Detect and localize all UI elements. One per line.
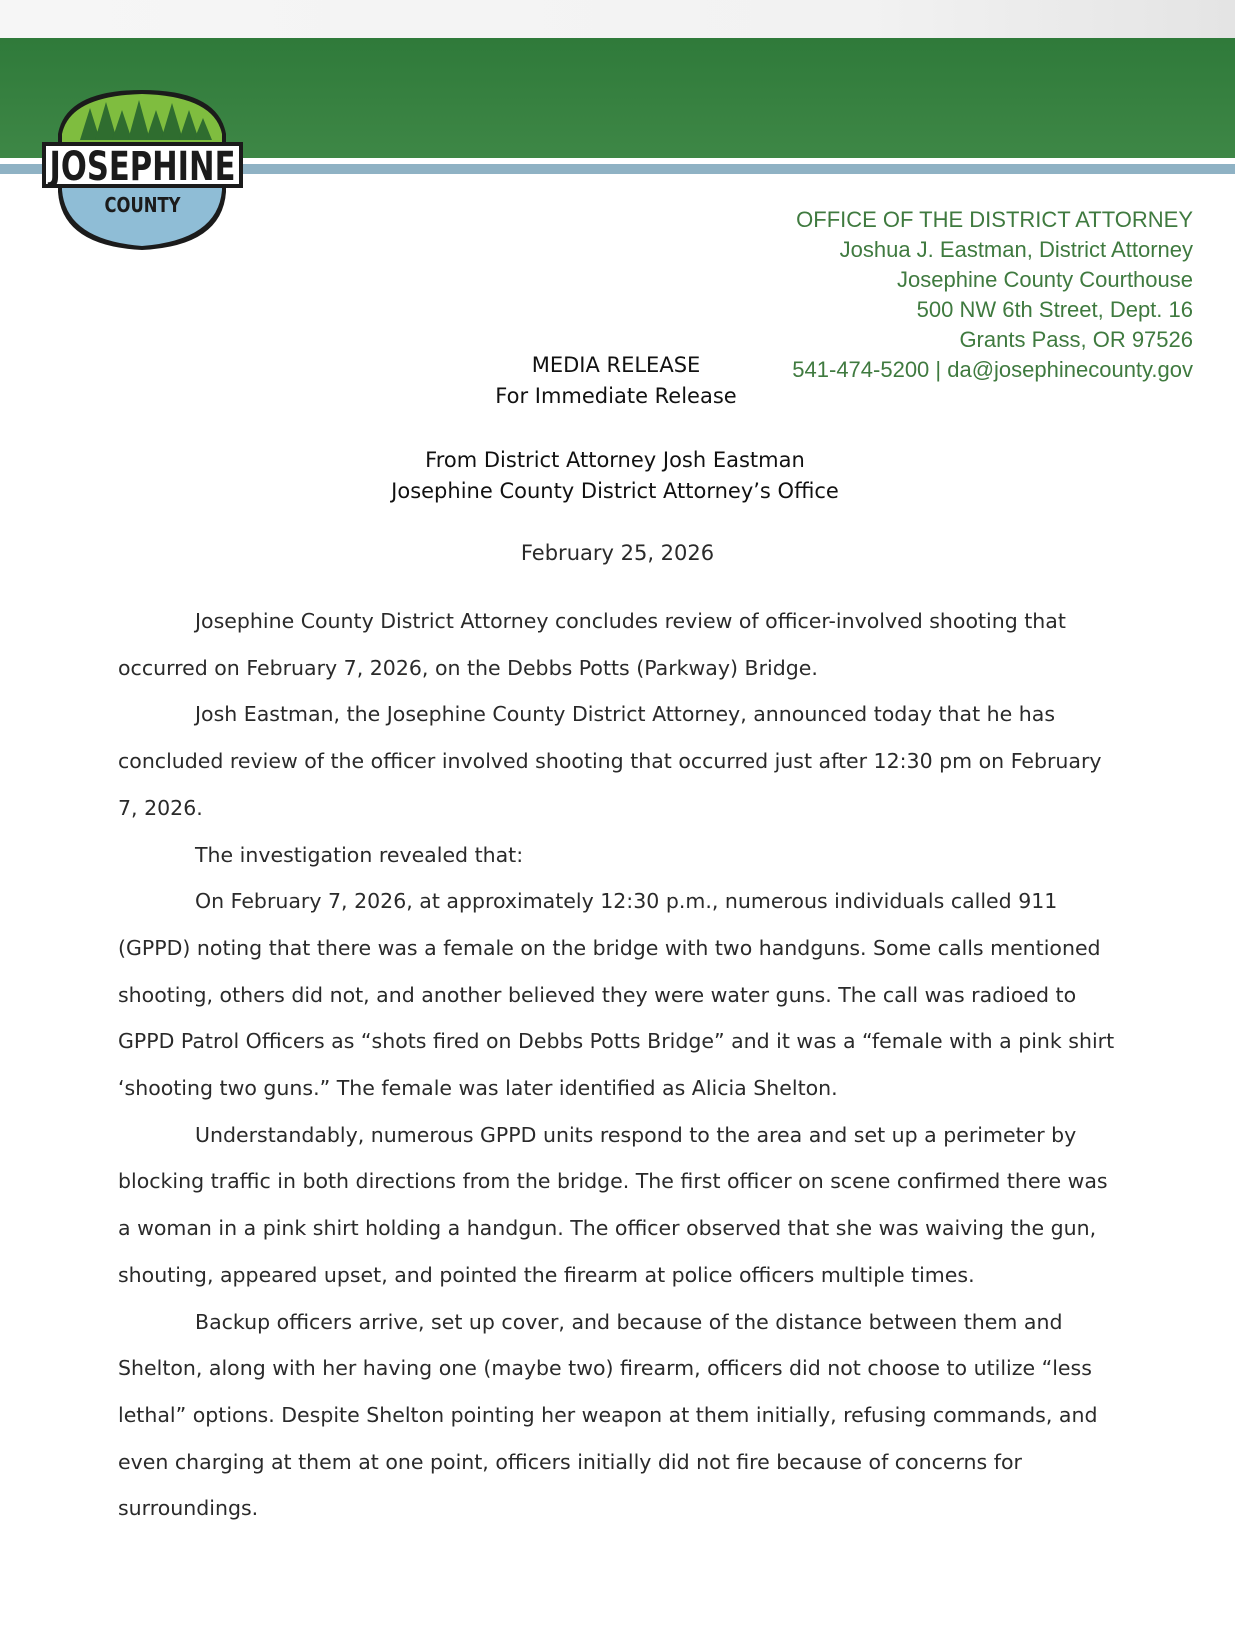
release-subtitle: For Immediate Release [495, 384, 737, 408]
body-paragraph: On February 7, 2026, at approximately 12:30 p.m., numerous individuals called 911 (GPPD) noting that there was a female on the bridge with two handguns. Some calls mentioned shooting, others did not, and another believed they were water guns. The call was radioed to GPPD Patrol Officers as “shots fired on Debbs Potts Bridge” and it was a “female with a pink shirt ‘shooting two guns.” The female was later identified as Alicia Shelton. [118, 889, 1115, 1101]
body-paragraph: Josh Eastman, the Josephine County District Attorney, announced today that he has concluded review of the officer involved shooting that occurred just after 12:30 pm on February 7, 2026. [118, 702, 1102, 820]
office-building: Josephine County Courthouse [897, 267, 1193, 292]
office-contact: 541-474-5200 | da@josephinecounty.gov [792, 357, 1193, 382]
release-title: MEDIA RELEASE [531, 353, 701, 377]
office-attorney: Joshua J. Eastman, District Attorney [839, 237, 1193, 262]
logo-wordmark: JOSEPHINE [47, 144, 236, 190]
from-line-1: From District Attorney Josh Eastman [425, 448, 805, 472]
body-paragraph: The investigation revealed that: [195, 842, 524, 867]
office-city: Grants Pass, OR 97526 [959, 327, 1193, 352]
release-body [118, 598, 1118, 1532]
office-street: 500 NW 6th Street, Dept. 16 [916, 297, 1193, 322]
body-paragraph: Josephine County District Attorney concludes review of officer-involved shooting that occurred on February 7, 2026, on the Debbs Potts (Parkway) Bridge. [118, 609, 1066, 680]
release-heading [470, 350, 762, 412]
logo-county-label: COUNTY [104, 193, 181, 217]
body-paragraph: Understandably, numerous GPPD units respond to the area and set up a perimeter by blocking traffic in both directions from the bridge. The first officer on scene confirmed there was a woman in a pink shirt holding a handgun. The officer observed that she was waiving the gun, shouting, appeared upset, and pointed the firearm at police officers multiple times. [118, 1122, 1108, 1287]
office-address-block [792, 205, 1193, 385]
from-heading [315, 445, 915, 507]
office-title: OFFICE OF THE DISTRICT ATTORNEY [796, 207, 1193, 232]
josephine-county-logo [40, 90, 245, 250]
body-paragraph: Backup officers arrive, set up cover, and because of the distance between them and Shelton, along with her having one (maybe two) firearm, officers did not choose to utilize “less lethal” options. Despite Shelton pointing her weapon at them initially, refusing commands, and even charging at them at one point, officers initially did not fire because of concerns for surroundings. [118, 1309, 1098, 1521]
release-date: February 25, 2026 [520, 541, 715, 565]
page-top-edge [0, 0, 1235, 40]
from-line-2: Josephine County District Attorney’s Office [391, 479, 839, 503]
